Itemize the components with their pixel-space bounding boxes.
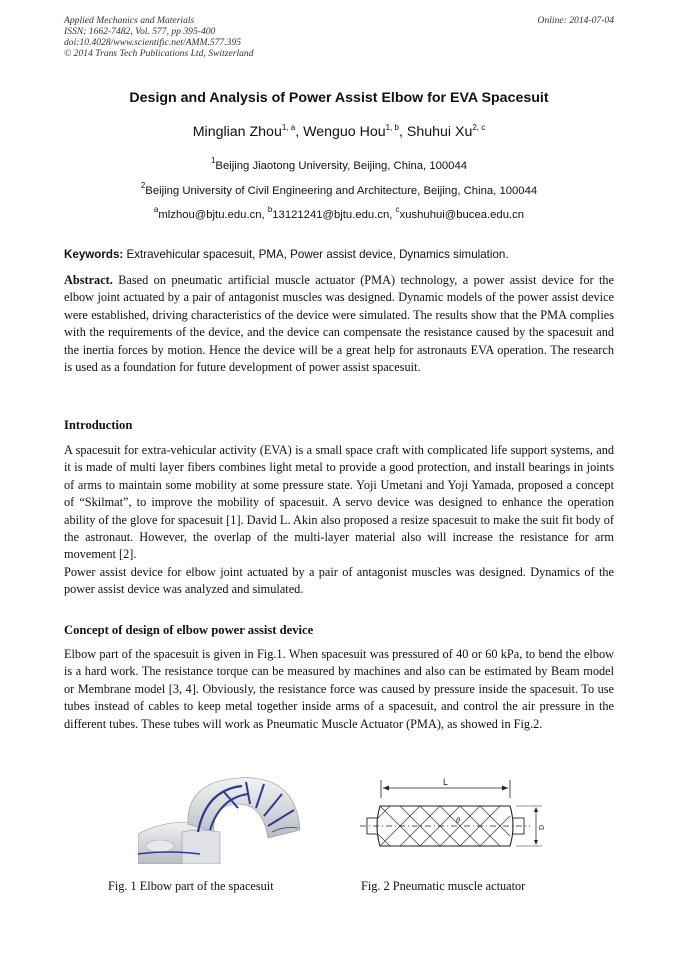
abstract-label: Abstract. <box>64 273 113 287</box>
email-address: 13121241@bjtu.edu.cn, <box>272 209 396 221</box>
section-heading-introduction: Introduction <box>64 418 133 432</box>
author-name: Wenguo Hou <box>303 124 386 140</box>
email-address: mlzhou@bjtu.edu.cn, <box>158 209 268 221</box>
author-separator: , <box>295 124 304 140</box>
concept-paragraph-1: Elbow part of the spacesuit is given in Fig.1. When spacesuit was pressured of 40 or 60 kPa, to bend the elbow is a hard work. The resistance torque can be measured by machines and also can be estimated by Beam model or Membrane model [3, 4]. Obviously, the resistance force was caused by pressure inside the spacesuit. To use tubes instead of cables to keep metal together inside arms of a spacesuit, and control the air pressure in the different tubes. These tubes will work as Pneumatic Muscle Actuator (PMA), as showed in Fig.2. <box>64 647 614 731</box>
email-marker: b <box>267 205 273 214</box>
author-name: Shuhui Xu <box>406 124 473 140</box>
figure-1-caption: Fig. 1 Elbow part of the spacesuit <box>108 879 274 893</box>
doi-line: doi:10.4028/www.scientific.net/AMM.577.395 <box>64 37 242 48</box>
keywords-label: Keywords: <box>64 248 124 261</box>
introduction-paragraph-1: A spacesuit for extra-vehicular activity (EVA) is a small space craft with complicated life support systems, and it is made of multi layer fibers combines light metal to provide a good protection, and install bearings in joints of arms to maintain some mobility at some pressure state. Yoji Umetani and Yoji Yamada, proposed a concept of “Skilmat”, to improve the mobility of spacesuit. A servo device was designed to enhance the operation ability of the glove for spacesuit [1]. David L. Akin also proposed a resize spacesuit to make the suit fit body of the astronaut. However, the overlap of the multi-layer material also will increase the resistance for arm movement [2]. <box>64 443 614 562</box>
affiliation-marker: 2 <box>140 181 146 190</box>
keywords <box>64 248 509 261</box>
affiliation-1 <box>0 156 678 172</box>
introduction-paragraph-2: Power assist device for elbow joint actuated by a pair of antagonist muscles was designed. Dynamics of the power assist device was analyzed and simulated. <box>64 564 614 597</box>
author-affiliation-marker: 1, b <box>385 123 399 132</box>
online-date: Online: 2014-07-04 <box>537 15 614 26</box>
email-address: xushuhui@bucea.edu.cn <box>399 209 525 221</box>
section-heading-concept: Concept of design of elbow power assist device <box>64 623 314 637</box>
introduction-body <box>64 442 614 599</box>
figure-2-pma-diagram <box>358 774 552 866</box>
author-affiliation-marker: 1, a <box>281 123 296 132</box>
journal-name: Applied Mechanics and Materials <box>64 15 195 26</box>
figure-1-elbow-photo <box>138 772 310 864</box>
affiliation-text: Beijing University of Civil Engineering and Architecture, Beijing, China, 100044 <box>145 185 538 197</box>
copyright-line: © 2014 Trans Tech Publications Ltd, Switzerland <box>64 48 254 59</box>
figure-2-caption: Fig. 2 Pneumatic muscle actuator <box>361 879 526 893</box>
author-separator: , <box>398 124 407 140</box>
author-list <box>0 124 678 140</box>
affiliation-2 <box>0 181 678 197</box>
email-list <box>0 205 678 221</box>
paper-title: Design and Analysis of Power Assist Elbow for EVA Spacesuit <box>129 90 549 106</box>
issn-line: ISSN: 1662-7482, Vol. 577, pp 395-400 <box>64 26 216 37</box>
angle-label: θ <box>456 816 460 825</box>
affiliation-text: Beijing Jiaotong University, Beijing, China, 100044 <box>215 160 468 172</box>
journal-info <box>64 15 254 59</box>
email-marker: a <box>153 205 159 214</box>
abstract-text: Based on pneumatic artificial muscle actuator (PMA) technology, a power assist device for the elbow joint actuated by a pair of antagonist muscles was designed. Dynamic models of the power assist device were established, driving characteristics of the device were simulated. The results show that the PMA complies with the requirements of the device, and the device can compensate the resistance caused by the spacesuit and the inertia forces by motion. Hence the device will be a great help for astronauts EVA operation. The research is used as a foundation for future development of power assist spacesuit. <box>64 273 614 375</box>
author-affiliation-marker: 2, c <box>472 123 486 132</box>
affiliation-marker: 1 <box>210 156 216 165</box>
abstract <box>64 272 614 376</box>
concept-body <box>64 646 614 733</box>
email-marker: c <box>395 205 400 214</box>
length-label: L <box>443 777 449 787</box>
diameter-label: D <box>539 824 546 830</box>
author-name: Minglian Zhou <box>192 124 282 140</box>
keywords-text: Extravehicular spacesuit, PMA, Power assist device, Dynamics simulation. <box>123 248 509 261</box>
